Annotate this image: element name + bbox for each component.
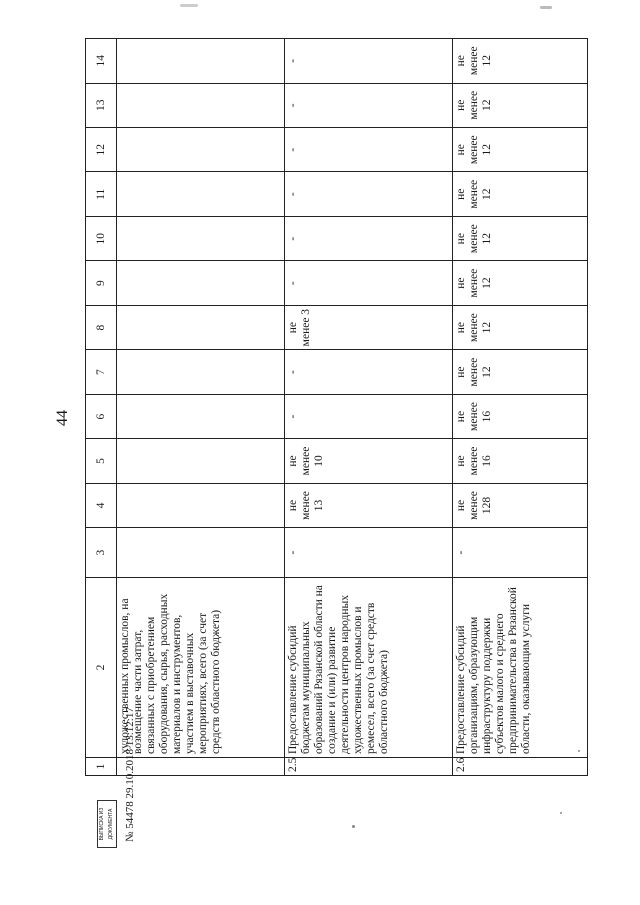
value-cell <box>117 172 285 216</box>
value-cell: не менее 128 <box>453 483 588 527</box>
value-cell: - <box>453 528 588 578</box>
value-cell: не менее 10 <box>285 439 453 483</box>
value-cell: не менее 13 <box>285 483 453 527</box>
value-cell: - <box>285 128 453 172</box>
page-number: 44 <box>54 410 71 426</box>
value-cell: - <box>285 394 453 438</box>
value-cell: не менее 12 <box>453 128 588 172</box>
header-cell: 4 <box>86 483 117 527</box>
value-cell: - <box>285 39 453 84</box>
header-cell: 9 <box>86 261 117 305</box>
scan-speck <box>180 4 198 7</box>
value-cell: - <box>285 261 453 305</box>
value-cell: - <box>285 350 453 394</box>
value-cell <box>117 305 285 349</box>
value-cell: не менее 12 <box>453 305 588 349</box>
header-cell: 1 <box>86 758 117 776</box>
scan-speck <box>560 812 562 814</box>
row-number-cell: 2.6 <box>453 758 588 776</box>
value-cell: не менее 12 <box>453 216 588 260</box>
table-row <box>285 39 453 776</box>
scan-speck <box>540 6 552 9</box>
scan-speck <box>578 750 580 752</box>
value-cell: не менее 16 <box>453 394 588 438</box>
value-cell <box>117 83 285 127</box>
header-cell: 2 <box>86 578 117 758</box>
indicators-table <box>85 38 588 776</box>
table-header-row <box>86 39 117 776</box>
header-cell: 13 <box>86 83 117 127</box>
header-cell: 10 <box>86 216 117 260</box>
header-cell: 12 <box>86 128 117 172</box>
header-cell: 11 <box>86 172 117 216</box>
row-name-cell: художественных промыслов, на возмещение части затрат, связанных с приобретением оборудования, сырья, расходных материалов и инструментов, участием в выставочных мероприятиях, всего (за счет средств областного бюджета) <box>117 578 285 758</box>
value-cell <box>117 261 285 305</box>
header-cell: 7 <box>86 350 117 394</box>
header-cell: 8 <box>86 305 117 349</box>
registration-stamp <box>97 800 117 848</box>
value-cell: - <box>285 216 453 260</box>
header-cell: 5 <box>86 439 117 483</box>
value-cell <box>117 39 285 84</box>
value-cell: - <box>285 528 453 578</box>
value-cell: не менее 16 <box>453 439 588 483</box>
value-cell <box>117 483 285 527</box>
value-cell: не менее 12 <box>453 172 588 216</box>
value-cell: не менее 12 <box>453 83 588 127</box>
value-cell <box>117 128 285 172</box>
value-cell: не менее 12 <box>453 261 588 305</box>
value-cell: - <box>285 83 453 127</box>
scan-speck <box>352 825 355 828</box>
row-name-cell: Предоставление субсидий организациям, образующим инфраструктуру поддержки субъектов малого и среднего предпринимательства в Рязанской области, оказывающим услуги <box>453 578 588 758</box>
value-cell: - <box>285 172 453 216</box>
table-row <box>453 39 588 776</box>
rotated-table-container <box>85 38 582 776</box>
value-cell: не менее 3 <box>285 305 453 349</box>
table-row <box>117 39 285 776</box>
row-name-cell: Предоставление субсидий бюджетам муниципальных образований Рязанской области на создание и (или) развитие деятельности центров народных художественных промыслов и ремесел, всего (за счет средств областного бюджета) <box>285 578 453 758</box>
header-cell: 3 <box>86 528 117 578</box>
header-cell: 14 <box>86 39 117 84</box>
stamp-text: ВЫПИСКА ИЗ ДОКУМЕНТА <box>99 807 114 841</box>
value-cell <box>117 350 285 394</box>
value-cell: не менее 12 <box>453 350 588 394</box>
row-number-cell <box>117 758 285 776</box>
value-cell <box>117 216 285 260</box>
value-cell: не менее 12 <box>453 39 588 84</box>
value-cell <box>117 394 285 438</box>
value-cell <box>117 439 285 483</box>
registration-number: № 54478 29.10.2018 13:12:17 <box>124 707 136 842</box>
row-number-cell: 2.5 <box>285 758 453 776</box>
header-cell: 6 <box>86 394 117 438</box>
value-cell <box>117 528 285 578</box>
